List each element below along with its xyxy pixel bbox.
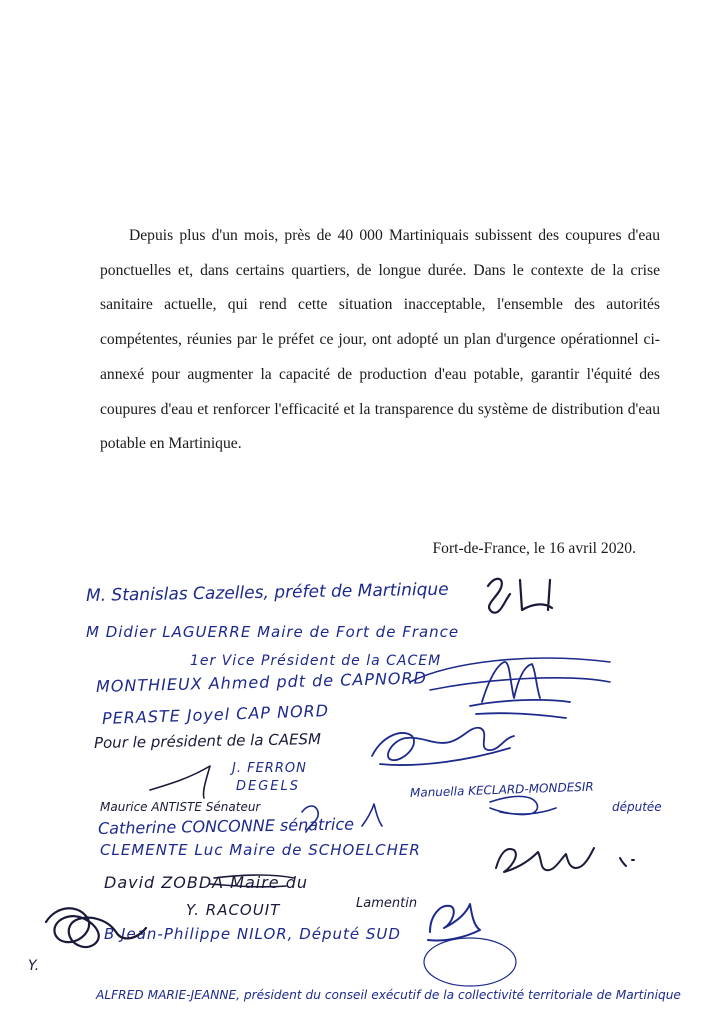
signature-scribble-caesm [372, 728, 514, 765]
signature-scribble-prefet [488, 579, 552, 613]
signature-line-keclard: Manuella KECLARD-MONDESIR [409, 779, 595, 800]
signature-line-deputee: députée [612, 800, 662, 814]
signature-line-monthieux: MONTHIEUX Ahmed pdt de CAPNORD [95, 668, 428, 696]
signature-line-caesm: Pour le président de la CAESM [93, 730, 322, 752]
signature-line-marie-jeanne: ALFRED MARIE-JEANNE, président du conseil exécutif de la collectivité territoriale de Martinique [96, 988, 681, 1002]
signature-line-peraste: PERASTE Joyel CAP NORD [101, 701, 330, 728]
signature-line-lamentin: Lamentin [356, 896, 418, 911]
signature-line-antiste: Maurice ANTISTE Sénateur [100, 800, 261, 814]
signature-scribble-nilor-loop [424, 938, 516, 986]
signature-line-clemente: CLEMENTE Luc Maire de SCHOELCHER [100, 841, 421, 859]
signature-line-racouit: Y. RACOUIT [186, 901, 281, 919]
signature-line-conconne: Catherine CONCONNE sénatrice [97, 814, 355, 838]
dateline: Fort-de-France, le 16 avril 2020. [432, 540, 636, 557]
body-paragraph: Depuis plus d'un mois, près de 40 000 Martiniquais subissent des coupures d'eau ponctuelles et, dans certains quartiers, de longue durée. Dans le contexte de la crise sanitaire actuelle, qui rend cette situation inacceptable, l'ensemble des autorités compétentes, réunies par le préfet ce jour, ont adopté un plan d'urgence opérationnel ci-annexé pour augmenter la capacité de production d'eau potable, garantir l'équité des coupures d'eau et renforcer l'efficacité et la transparence du système de distribution d'eau potable en Martinique. [100, 227, 660, 453]
signature-line-ferron: J. FERRON [232, 761, 307, 776]
signature-scribble-capnord [470, 662, 570, 718]
signature-line-degels: DEGELS [236, 779, 301, 794]
signature-line-nilor: B Jean-Philippe NILOR, Député SUD [104, 925, 401, 943]
signature-scribble-ferron [150, 766, 210, 798]
signature-line-y: Y. [28, 958, 40, 974]
signature-scribble-keclard [490, 796, 556, 814]
signature-line-cacem: 1er Vice Président de la CACEM [190, 653, 442, 669]
signature-scribble-clemente [496, 848, 634, 872]
signature-line-prefet: M. Stanislas Cazelles, préfet de Martinique [85, 579, 449, 606]
signature-scribble-nilor [428, 904, 480, 941]
signature-line-zobda: David ZOBDA Maire du [104, 873, 309, 892]
signature-line-laguerre: M Didier LAGUERRE Maire de Fort de France [86, 623, 460, 641]
